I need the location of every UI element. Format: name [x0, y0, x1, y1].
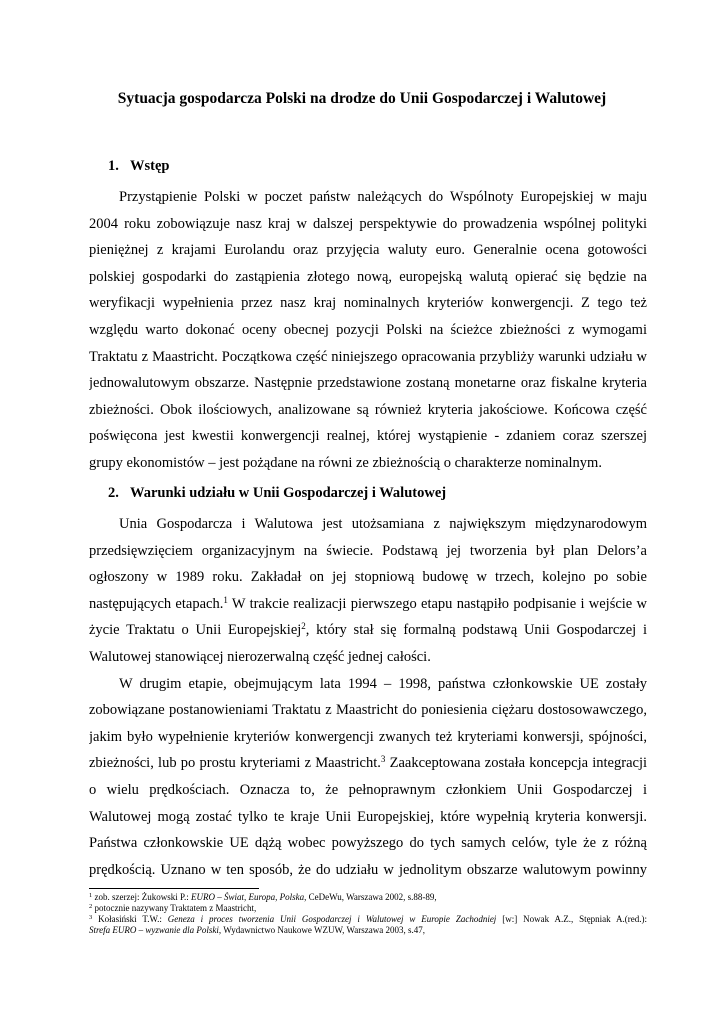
footnote-ref-3[interactable]: 3: [380, 754, 386, 765]
footnote-text: zob. szerzej: Żukowski P.:: [92, 892, 191, 902]
section-2-body: [89, 511, 647, 883]
text-line: Przystąpienie Polski w poczet państw należących do Wspólnoty Europejskiej w maju: [119, 189, 647, 205]
text-span: życie Traktatu o Unii Europejskiej: [89, 622, 302, 639]
text-line: Traktatu z Maastricht. Początkowa część niniejszego opracowania przybliży warunki udziału w: [89, 348, 647, 365]
text-line: polskiej gospodarki do zastąpienia złotego nową, europejską walutą opierać się będzie na: [89, 268, 647, 285]
text-line: Państwa członkowskie UE dążą wobec powyższego do tych samych celów, tyle że z różną: [89, 835, 647, 852]
text-line: Walutowej stanowiącej nierozerwalną część jednej całości.: [89, 648, 431, 665]
section-1-body: [89, 184, 647, 477]
text-line: jednowalutowym obszarze. Następnie przedstawione zostaną monetarne oraz fiskalne kryteria: [89, 375, 647, 392]
text-line: prędkością. Uznano w ten sposób, że do udziału w jednolitym obszarze walutowym powinny: [89, 861, 647, 878]
text-line: pieniężnej z krajami Eurolandu oraz przyjęcia waluty euro. Generalnie ocena gotowości: [89, 242, 647, 259]
text-line: weryfikacji wypełnienia przez nasz kraj nominalnych kryteriów konwergencji. Z tego też: [89, 295, 647, 312]
text-line: przedsięwzięciem organizacyjnym na świecie. Podstawą jej tworzenia był plan Delors’a: [89, 542, 647, 559]
footnote-ref-1[interactable]: 1: [223, 594, 228, 605]
text-span: , który stał się formalną podstawą Unii Gospodarczej i: [305, 622, 647, 639]
text-span: następujących etapach.: [89, 595, 224, 612]
section-heading-2: [108, 484, 446, 502]
text-line: grupy ekonomistów – jest pożądane na równi ze zbieżnością o charakterze nominalnym.: [89, 454, 602, 471]
footnote-mark: 2: [89, 903, 93, 910]
footnote-italic: Strefa EURO – wyzwanie dla Polski: [89, 925, 219, 935]
footnote-text: potocznie nazywany Traktatem z Maastricht,: [92, 903, 257, 913]
text-line: [89, 750, 647, 777]
section-number: 2.: [108, 485, 119, 501]
footnote-text: , CeDeWu, Warszawa 2002, s.88-89,: [304, 892, 437, 902]
section-number: 1.: [108, 158, 119, 174]
footnote-mark: 3: [89, 914, 93, 921]
footnote-text: [w:] Nowak A.Z., Stępniak A.(red.):: [496, 914, 647, 924]
text-span: zbieżności, lub po prostu kryteriami z Maastricht.: [89, 755, 381, 772]
footnote-3: [89, 914, 647, 925]
page-title: Sytuacja gospodarcza Polski na drodze do Unii Gospodarczej i Walutowej: [117, 90, 607, 107]
text-line: poświęcona jest kwestii konwergencji realnej, której wystąpienie - zdaniem coraz szerszej: [89, 428, 647, 445]
text-line: zbieżności. Obok ilościowych, analizowane są również kryteria jakościowe. Końcowa część: [89, 401, 647, 418]
footnote-3-cont: [89, 925, 647, 936]
section-title: Warunki udziału w Unii Gospodarczej i Walutowej: [130, 485, 447, 501]
footnotes: [89, 892, 647, 936]
text-line: ogłoszony w 1989 roku. Zakładał on jej stopniową budowę w trzech, kolejno po sobie: [89, 569, 647, 586]
footnote-mark: 1: [89, 892, 93, 899]
footnote-italic: EURO – Świat, Europa, Polska: [190, 892, 305, 902]
text-line: jakim było wypełnienie kryteriów konwergencji zwanych też kryteriami konwersji, spójności,: [89, 728, 647, 745]
text-line: [89, 617, 647, 644]
section-heading-1: [108, 157, 169, 175]
footnote-1: [89, 892, 647, 903]
text-span: W trakcie realizacji pierwszego etapu nastąpiło podpisanie i wejście w: [227, 595, 647, 612]
section-title: Wstęp: [130, 158, 170, 174]
text-line: względu warto dokonać oceny obecnej pozycji Polski na ścieżce zbieżności z wymogami: [89, 321, 647, 338]
text-line: [89, 591, 647, 618]
text-line: Walutowej mogą zostać tylko te kraje Unii Europejskiej, które wypełnią kryteria konwersji.: [89, 808, 647, 825]
footnote-divider: [89, 888, 259, 889]
text-line: W drugim etapie, obejmującym lata 1994 – 1998, państwa członkowskie UE zostały: [119, 675, 647, 692]
text-span: Zaakceptowana została koncepcja integracji: [385, 755, 647, 772]
footnote-text: Kołasiński T.W.:: [92, 914, 168, 924]
footnote-2: [89, 903, 647, 914]
footnote-text: , Wydawnictwo Naukowe WZUW, Warszawa 2003, s.47,: [218, 925, 426, 935]
text-line: o wielu prędkościach. Oznacza to, że pełnoprawnym członkiem Unii Gospodarczej i: [89, 781, 647, 798]
text-line: Unia Gospodarcza i Walutowa jest utożsamiana z największym międzynarodowym: [119, 516, 647, 532]
text-line: 2004 roku zobowiązuje nasz kraj w dalszej perspektywie do prowadzenia wspólnej polityki: [89, 215, 647, 232]
footnote-ref-2[interactable]: 2: [301, 621, 306, 632]
text-line: zobowiązane postanowieniami Traktatu z Maastricht do poniesienia ciężaru dostosowawczego,: [89, 702, 647, 719]
footnote-italic: Geneza i proces tworzenia Unii Gospodarczej i Walutowej w Europie Zachodniej: [167, 914, 497, 924]
